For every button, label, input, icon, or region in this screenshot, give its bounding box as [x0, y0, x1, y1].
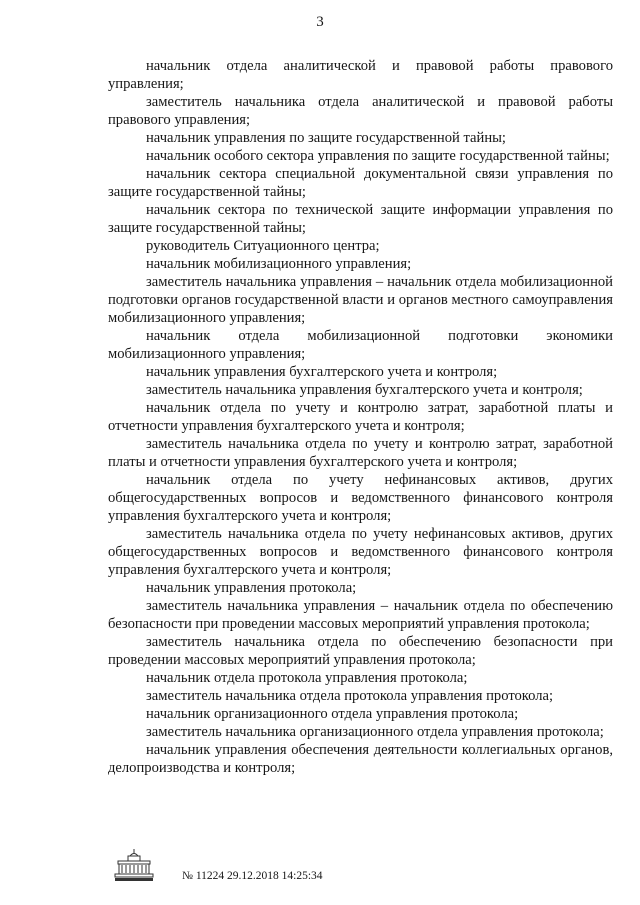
- list-item: начальник сектора по технической защите информации управления по защите государственной тайны;: [108, 202, 613, 236]
- list-item: начальник управления обеспечения деятельности коллегиальных органов, делопроизводства и контроля;: [108, 742, 613, 776]
- list-item: заместитель начальника отдела по учету и контролю затрат, заработной платы и отчетности управления бухгалтерского учета и контроля;: [108, 436, 613, 470]
- list-item: начальник управления по защите государственной тайны;: [146, 130, 506, 146]
- list-item: заместитель начальника отдела протокола управления протокола;: [146, 688, 554, 704]
- list-item: начальник сектора специальной документальной связи управления по защите государственной тайны;: [108, 166, 613, 200]
- list-item: руководитель Ситуационного центра;: [146, 238, 380, 254]
- list-item: заместитель начальника управления бухгалтерского учета и контроля;: [146, 382, 583, 398]
- list-item: начальник отдела протокола управления протокола;: [146, 670, 468, 686]
- list-item: начальник отдела аналитической и правовой работы правового управления;: [108, 58, 613, 92]
- list-item: начальник отдела мобилизационной подготовки экономики мобилизационного управления;: [108, 328, 613, 362]
- list-item: начальник управления протокола;: [146, 580, 357, 596]
- document-body: [108, 57, 613, 777]
- list-item: начальник отдела по учету и контролю затрат, заработной платы и отчетности управления бухгалтерского учета и контроля;: [108, 400, 613, 434]
- list-item: заместитель начальника отдела по обеспечению безопасности при проведении массовых мероприятий управления протокола;: [108, 634, 613, 668]
- page-number: 3: [316, 14, 324, 30]
- list-item: заместитель начальника управления – начальник отдела по обеспечению безопасности при проведении массовых мероприятий управления протокола;: [108, 598, 613, 632]
- government-building-logo-icon: [112, 846, 156, 882]
- list-item: заместитель начальника отдела по учету нефинансовых активов, других общегосударственных вопросов и ведомственного финансового контроля управления бухгалтерского учета и контроля;: [108, 526, 613, 578]
- list-item: начальник организационного отдела управления протокола;: [146, 706, 519, 722]
- list-item: начальник управления бухгалтерского учета и контроля;: [146, 364, 498, 380]
- document-footer: [112, 846, 412, 886]
- list-item: начальник мобилизационного управления;: [146, 256, 412, 272]
- list-item: заместитель начальника организационного отдела управления протокола;: [146, 724, 604, 740]
- list-item: начальник особого сектора управления по защите государственной тайны;: [146, 148, 610, 164]
- list-item: начальник отдела по учету нефинансовых активов, других общегосударственных вопросов и ведомственного финансового контроля управления бухгалтерского учета и контроля;: [108, 472, 613, 524]
- list-item: заместитель начальника управления – начальник отдела мобилизационной подготовки органов государственной власти и органов местного самоуправления мобилизационного управления;: [108, 274, 613, 326]
- list-item: заместитель начальника отдела аналитической и правовой работы правового управления;: [108, 94, 613, 128]
- registration-stamp: № 11224 29.12.2018 14:25:34: [182, 870, 323, 882]
